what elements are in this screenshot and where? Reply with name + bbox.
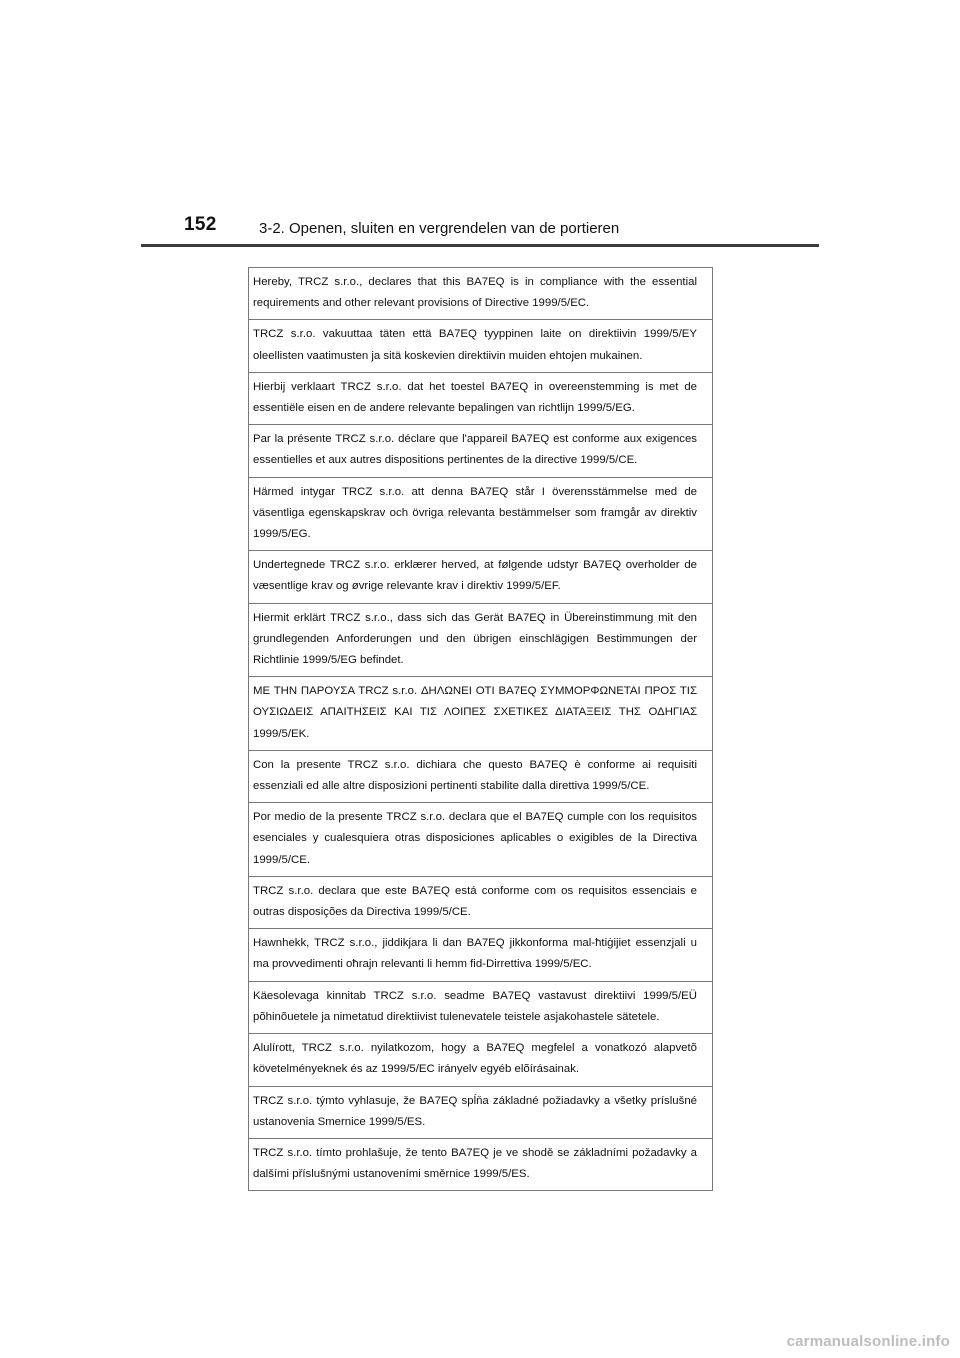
page-header [141, 214, 819, 248]
page-number: 152 [184, 214, 217, 235]
declaration-greek: ΜΕ ΤΗΝ ΠΑΡΟΥΣΑ TRCZ s.r.o. ΔΗΛΩΝΕΙ ΟΤΙ BA7EQ ΣΥΜΜΟΡΦΩΝΕΤΑΙ ΠΡΟΣ ΤΙΣ ΟΥΣΙΩΔΕΙΣ ΑΠΑΙΤΗΣΕΙΣ ΚΑΙ ΤΙΣ ΛΟΙΠΕΣ ΣΧΕΤΙΚΕΣ ΔΙΑΤΑΞΕΙΣ ΤΗΣ ΟΔΗΓΙΑΣ 1999/5/ΕΚ. [249, 676, 712, 750]
declaration-english: Hereby, TRCZ s.r.o., declares that this BA7EQ is in compliance with the essential requirements and other relevant provisions of Directive 1999/5/EC. [253, 276, 697, 310]
declaration-french: Par la présente TRCZ s.r.o. déclare que l'appareil BA7EQ est conforme aux exigences essentielles et aux autres dispositions pertinentes de la directive 1999/5/CE. [249, 424, 712, 476]
declaration-slovak: TRCZ s.r.o. týmto vyhlasuje, že BA7EQ spĺňa základné požiadavky a všetky príslušné ustanovenia Smernice 1999/5/ES. [249, 1086, 712, 1138]
declaration-hungarian: Alulírott, TRCZ s.r.o. nyilatkozom, hogy a BA7EQ megfelel a vonatkozó alapvetõ követelményeknek és az 1999/5/EC irányelv egyéb elõírásainak. [249, 1033, 712, 1085]
declaration-dutch: Hierbij verklaart TRCZ s.r.o. dat het toestel BA7EQ in overeenstemming is met de essentiële eisen en de andere relevante bepalingen van richtlijn 1999/5/EG. [249, 372, 712, 424]
declaration-czech: TRCZ s.r.o. tímto prohlašuje, že tento BA7EQ je ve shodě se základními požadavky a dalšími příslušnými ustanoveními směrnice 1999/5/ES. [249, 1138, 712, 1190]
declarations-table [248, 267, 713, 1191]
declaration-estonian: Käesolevaga kinnitab TRCZ s.r.o. seadme BA7EQ vastavust direktiivi 1999/5/EÜ põhinõuetele ja nimetatud direktiivist tulenevatele teistele asjakohastele sätetele. [249, 981, 712, 1033]
declaration-danish: Undertegnede TRCZ s.r.o. erklærer herved, at følgende udstyr BA7EQ overholder de væsentlige krav og øvrige relevante krav i direktiv 1999/5/EF. [249, 550, 712, 602]
declaration-portuguese: TRCZ s.r.o. declara que este BA7EQ está conforme com os requisitos essenciais e outras disposições da Directiva 1999/5/CE. [249, 876, 712, 928]
declaration-german: Hiermit erklärt TRCZ s.r.o., dass sich das Gerät BA7EQ in Übereinstimmung mit den grundlegenden Anforderungen und den übrigen einschlägigen Bestimmungen der Richtlinie 1999/5/EG befindet. [249, 603, 712, 677]
declaration-finnish: TRCZ s.r.o. vakuuttaa täten että BA7EQ tyyppinen laite on direktiivin 1999/5/EY oleellisten vaatimusten ja sitä koskevien direktiivin muiden ehtojen mukainen. [249, 319, 712, 371]
section-title: 3-2. Openen, sluiten en vergrendelen van de portieren [259, 220, 620, 237]
declaration-spanish: Por medio de la presente TRCZ s.r.o. declara que el BA7EQ cumple con los requisitos esenciales y cualesquiera otras disposiciones aplicables o exigibles de la Directiva 1999/5/CE. [249, 802, 712, 876]
watermark: carmanualsonline.info [786, 1333, 950, 1350]
declaration-italian: Con la presente TRCZ s.r.o. dichiara che questo BA7EQ è conforme ai requisiti essenziali ed alle altre disposizioni pertinenti stabilite dalla direttiva 1999/5/CE. [249, 750, 712, 802]
declaration-swedish: Härmed intygar TRCZ s.r.o. att denna BA7EQ står I överensstämmelse med de väsentliga egenskapskrav och övriga relevanta bestämmelser som framgår av direktiv 1999/5/EG. [249, 477, 712, 551]
header-divider [141, 244, 819, 247]
declaration-maltese: Hawnhekk, TRCZ s.r.o., jiddikjara li dan BA7EQ jikkonforma mal-ħtiġijiet essenzjali u ma provvedimenti oħrajn relevanti li hemm fid-Dirrettiva 1999/5/EC. [249, 928, 712, 980]
